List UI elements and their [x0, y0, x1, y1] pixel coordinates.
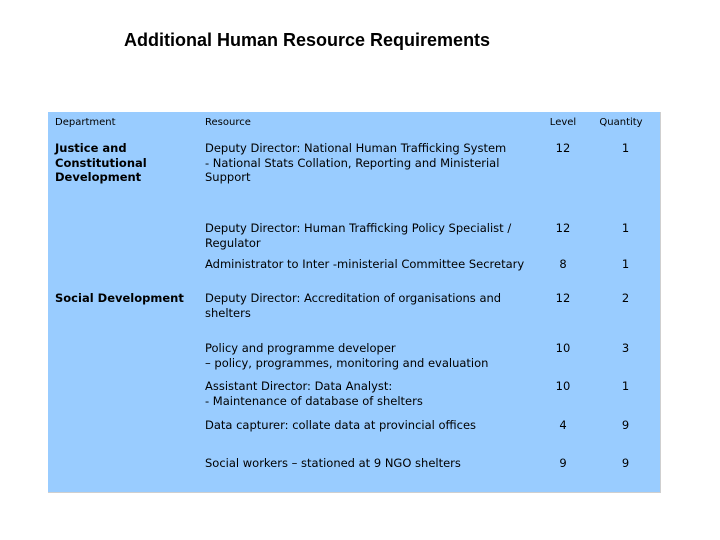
table-row-quantity: 9 [621, 418, 630, 432]
resource-line: shelters [205, 305, 251, 320]
table-row-resource [205, 141, 525, 185]
department-justice: Justice and Constitutional Development [55, 141, 147, 184]
table-row-quantity: 1 [621, 221, 630, 235]
resource-line: - National Stats Collation, Reporting and Ministerial [205, 155, 500, 170]
resource-line: Support [205, 170, 251, 184]
resource-line: - Maintenance of database of shelters [205, 393, 423, 408]
resource-line: Administrator to Inter -ministerial Committee Secretary [205, 257, 525, 271]
table-row-level: 10 [555, 379, 571, 393]
table-row-level: 12 [555, 221, 571, 235]
table-row-quantity: 9 [621, 456, 630, 470]
table-row-quantity: 1 [621, 379, 630, 393]
table-row-level: 10 [555, 341, 571, 355]
resource-line: Policy and programme developer [205, 341, 396, 355]
table-row-resource [205, 418, 525, 433]
resource-line: Deputy Director: Accreditation of organisations and [205, 291, 502, 305]
table-row-quantity: 2 [621, 291, 630, 305]
header-resource: Resource [205, 117, 251, 128]
table-row-resource [205, 221, 525, 250]
table-row-level: 4 [559, 418, 567, 432]
table-row-level: 12 [555, 141, 571, 155]
table-row-quantity: 1 [621, 141, 630, 155]
department-social-development: Social Development [55, 291, 184, 305]
resource-line: Data capturer: collate data at provincial offices [205, 418, 477, 432]
header-level: Level [549, 117, 577, 128]
table-row-quantity: 1 [621, 257, 630, 271]
table-row-resource [205, 291, 525, 320]
resource-line: Deputy Director: Human Trafficking Policy Specialist / [205, 221, 512, 235]
resource-line: Deputy Director: National Human Trafficking System [205, 141, 507, 155]
table-row-resource [205, 379, 525, 408]
header-quantity: Quantity [599, 117, 643, 128]
resource-line: – policy, programmes, monitoring and evaluation [205, 355, 489, 370]
table-row-resource [205, 257, 535, 272]
resource-line: Assistant Director: Data Analyst: [205, 379, 393, 393]
table-row-level: 12 [555, 291, 571, 305]
resource-line: Regulator [205, 235, 261, 250]
header-department: Department [55, 117, 116, 128]
table-row-quantity: 3 [621, 341, 630, 355]
resource-table [48, 112, 661, 493]
resource-line: Social workers – stationed at 9 NGO shelters [205, 456, 461, 470]
page-title: Additional Human Resource Requirements [124, 30, 491, 50]
table-row-level: 8 [559, 257, 567, 271]
table-row-resource [205, 341, 525, 370]
table-row-level: 9 [559, 456, 567, 470]
table-row-resource [205, 456, 525, 471]
